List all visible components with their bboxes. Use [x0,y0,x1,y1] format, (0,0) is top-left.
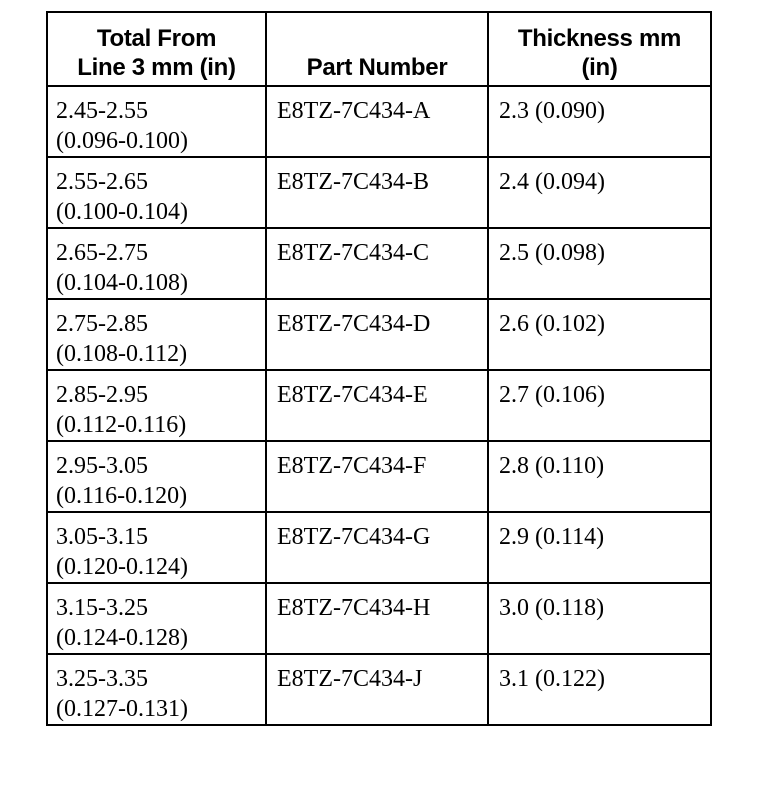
part-number-cell [266,299,488,370]
thickness-cell [488,370,711,441]
thickness-cell [488,228,711,299]
range-mm: 2.95-3.05 [56,453,148,479]
thickness-value: 2.9 (0.114) [499,524,605,550]
thickness-value: 2.4 (0.094) [499,169,605,195]
table-header [47,12,711,86]
part-number: E8TZ-7C434-E [277,382,428,408]
range-in: (0.116-0.120) [56,483,188,509]
range-in: (0.112-0.116) [56,412,187,438]
header-line: Thickness mm [517,25,682,52]
part-number: E8TZ-7C434-B [277,169,429,195]
header-total-from-line-3 [47,12,266,86]
range-cell [47,299,266,370]
thickness-cell [488,157,711,228]
range-cell [47,86,266,157]
range-mm: 2.45-2.55 [56,98,148,124]
header-part-number [266,12,488,86]
thickness-cell [488,86,711,157]
shim-selection-table [46,11,712,726]
part-number-cell [266,441,488,512]
part-number-cell [266,583,488,654]
thickness-value: 3.0 (0.118) [499,595,605,621]
range-in: (0.108-0.112) [56,341,188,367]
range-mm: 2.75-2.85 [56,311,148,337]
part-number: E8TZ-7C434-G [277,524,431,550]
range-in: (0.127-0.131) [56,696,188,722]
range-in: (0.104-0.108) [56,270,188,296]
part-number-cell [266,86,488,157]
thickness-value: 2.8 (0.110) [499,453,605,479]
thickness-value: 2.6 (0.102) [499,311,605,337]
range-mm: 2.85-2.95 [56,382,148,408]
table-row [47,583,711,654]
table-row [47,228,711,299]
part-number: E8TZ-7C434-J [277,666,423,692]
table-row [47,157,711,228]
table-row [47,512,711,583]
range-mm: 2.55-2.65 [56,169,148,195]
part-number: E8TZ-7C434-A [277,98,431,124]
header-row [47,12,711,86]
table-row [47,370,711,441]
range-cell [47,228,266,299]
thickness-value: 3.1 (0.122) [499,666,605,692]
range-mm: 3.25-3.35 [56,666,148,692]
thickness-cell [488,654,711,725]
thickness-value: 2.5 (0.098) [499,240,605,266]
header-line: (in) [581,54,618,81]
range-in: (0.120-0.124) [56,554,188,580]
range-in: (0.100-0.104) [56,199,188,225]
range-mm: 3.15-3.25 [56,595,148,621]
table-body [47,86,711,725]
part-number-cell [266,157,488,228]
thickness-cell [488,441,711,512]
table-row [47,86,711,157]
range-cell [47,370,266,441]
range-cell [47,583,266,654]
part-number-cell [266,654,488,725]
part-number: E8TZ-7C434-F [277,453,427,479]
range-cell [47,512,266,583]
table-row [47,441,711,512]
header-thickness [488,12,711,86]
part-number: E8TZ-7C434-D [277,311,431,337]
header-line: Total From [96,25,217,52]
part-number-cell [266,512,488,583]
range-in: (0.096-0.100) [56,128,188,154]
thickness-cell [488,583,711,654]
range-cell [47,157,266,228]
range-cell [47,441,266,512]
range-cell [47,654,266,725]
thickness-value: 2.7 (0.106) [499,382,605,408]
table-row [47,654,711,725]
range-in: (0.124-0.128) [56,625,188,651]
part-number-cell [266,228,488,299]
part-number: E8TZ-7C434-C [277,240,429,266]
table-row [47,299,711,370]
range-mm: 3.05-3.15 [56,524,148,550]
header-line: Part Number [306,54,448,81]
thickness-cell [488,512,711,583]
header-line: Line 3 mm (in) [77,54,236,81]
part-number: E8TZ-7C434-H [277,595,431,621]
range-mm: 2.65-2.75 [56,240,148,266]
thickness-value: 2.3 (0.090) [499,98,605,124]
thickness-cell [488,299,711,370]
part-number-cell [266,370,488,441]
